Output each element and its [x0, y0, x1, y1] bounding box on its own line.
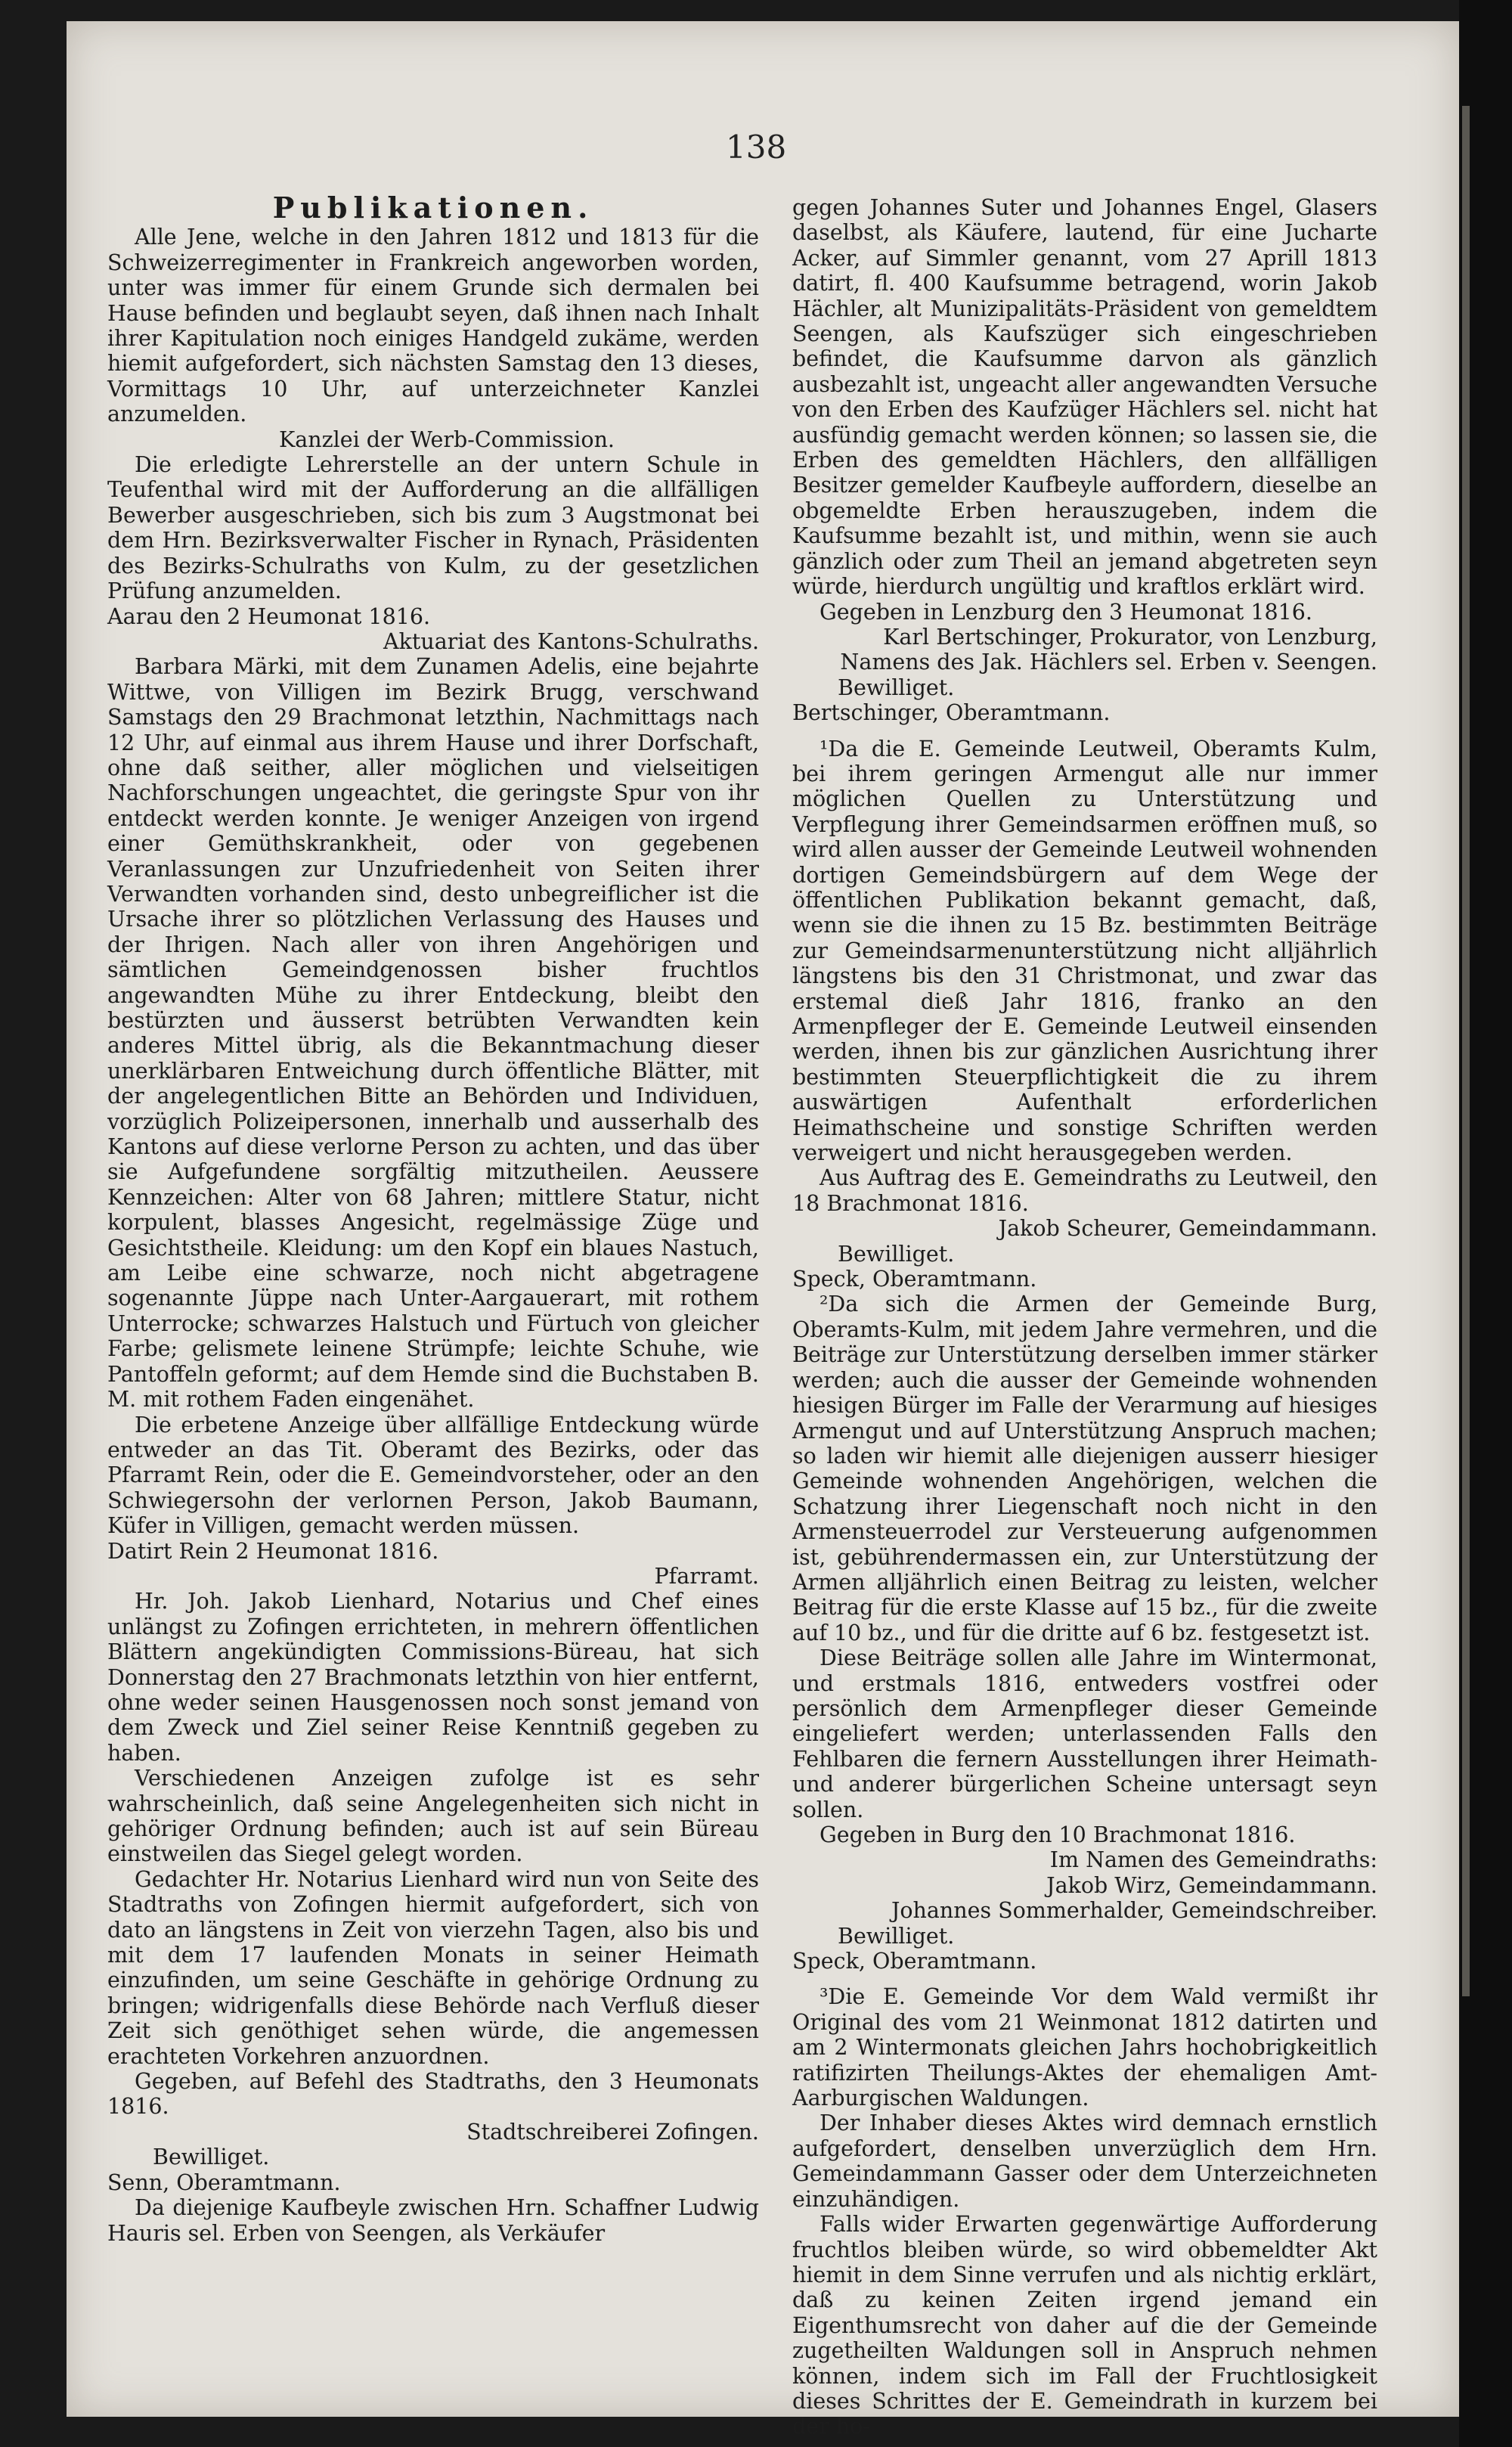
notice-lienhard-text: Hr. Joh. Jakob Lienhard, Notarius und Chef eines unlängst zu Zofingen errichteten, in mehrern öffentlichen Blättern angekündigten Commissions-Büreau, hat sich Donnerstag den 27 Brachmonats letzthin von hier entfernt, ohne weder seinen Hausgenossen noch sonst jemand von dem Zweck und Ziel seiner Reise Kenntniß gegeben zu haben.	[107, 1589, 759, 1766]
approval-label: Bewilliget.	[838, 675, 955, 700]
notice-kaufbeyle-signature-1: Karl Bertschinger, Prokurator, von Lenzburg,	[883, 624, 1377, 650]
notice-teacher-signature: Aktuariat des Kantons-Schulraths.	[383, 628, 759, 654]
notice-missing-date: Datirt Rein 2 Heumonat 1816.	[107, 1538, 439, 1564]
notice-lienhard-text-3: Gedachter Hr. Notarius Lienhard wird nun von Seite des Stadtraths von Zofingen hiermit aufgefordert, sich von dato an längstens in Zeit von vierzehn Tagen, also bis und mit dem 17 laufenden Monats in seiner Heimath einzufinden, um seine Geschäfte in gehörige Ordnung zu bringen; widrigenfalls diese Behörde nach Verfluß dieser Zeit sich genöthiget sehen würde, die angemessen erachteten Vorkehren anzuordnen.	[107, 1866, 759, 2069]
right-column	[792, 195, 1377, 2439]
notice-burg-signature-2: Jakob Wirz, Gemeindammann.	[1046, 1872, 1377, 1898]
notice-vordemwald-text: ³Die E. Gemeinde Vor dem Wald vermißt ihr Original des vom 21 Weinmonat 1812 datirten und am 2 Wintermonats gleichen Jahrs hochobrigkeitlich ratifizirten Theilungs-Aktes der ehemaligen Amt-Aarburgischen Waldungen.	[792, 1984, 1377, 2111]
notice-leutweil-text: ¹Da die E. Gemeinde Leutweil, Oberamts Kulm, bei ihrem geringen Armengut alle nur immer möglichen Quellen zu Unterstützung und Verpflegung ihrer Gemeindsarmen eröffnen muß, so wird allen ausser der Gemeinde Leutweil wohnenden dortigen Gemeindsbürgern auf dem Wege der öffentlichen Publikation bekannt gemacht, daß, wenn sie die ihnen zu 15 Bz. bestimmten Beiträge zur Gemeindsarmenunterstützung nicht alljährlich längstens bis den 31 Christmonat, und zwar das erstemal dieß Jahr 1816, franko an den Armenpfleger der E. Gemeinde Leutweil einsenden werden, ihnen bis zur gänzlichen Ausrichtung ihrer bestimmten Steuerpflichtigkeit die zu ihrem auswärtigen Aufenthalt erforderlichen Heimathscheine und sonstige Schriften werden verweigert und nicht herausgegeben werden.	[792, 736, 1377, 1166]
notice-vordemwald-text-3: Falls wider Erwarten gegenwärtige Aufforderung fruchtlos bleiben würde, so wird obbemeldter Akt hiemit in dem Sinne verrufen und als nichtig erklärt, daß zu keinen Zeiten irgend jemand ein Eigenthumsrecht von daher auf die der Gemeinde zugetheilten Waldungen soll in Anspruch nehmen können, indem sich im Fall der Fruchtlosigkeit dieses Schrittes der E. Gemeindrath in kurzem bei der ho-	[792, 2212, 1377, 2439]
notice-teacher-text: Die erledigte Lehrerstelle an der untern Schule in Teufenthal wird mit der Aufforderung an die allfälligen Bewerber ausgeschrieben, sich bis zum 3 Augstmonat bei dem Hrn. Bezirksverwalter Fischer in Rynach, Präsidenten des Bezirks-Schulraths von Kulm, zu der gesetzlichen Prüfung anzumelden.	[107, 452, 759, 604]
oberamtmann-signature: Speck, Oberamtmann.	[792, 1949, 1037, 1974]
notice-missing-text: Barbara Märki, mit dem Zunamen Adelis, eine bejahrte Wittwe, von Villigen im Bezirk Brugg, verschwand Samstags den 29 Brachmonat letzthin, Nachmittags nach 12 Uhr, auf einmal aus ihrem Hause und ihrer Dorfschaft, ohne daß seither, aller möglichen und vielseitigen Nachforschungen ungeachtet, die geringste Spur von ihr entdeckt werden konnte. Je weniger Anzeigen von irgend einer Gemüthskrankheit, oder von gegebenen Veranlassungen zur Unzufriedenheit von Seiten ihrer Verwandten vorhanden sind, desto unbegreiflicher ist die Ursache ihrer so plötzlichen Verlassung des Hauses und der Ihrigen. Nach aller von ihren Angehörigen und sämtlichen Gemeindgenossen bisher fruchtlos angewandten Mühe zu ihrer Entdeckung, bleibt den bestürzten und äusserst betrübten Verwandten kein anderes Mittel übrig, als die Bekanntmachung dieser unerklärbaren Entweichung durch öffentliche Blätter, mit der angelegentlichen Bitte an Behörden und Individuen, vorzüglich Polizeipersonen, innerhalb und ausserhalb des Kantons auf diese verlorne Person zu achten, und das über sie Aufgefundene sorgfältig mitzutheilen. Aeussere Kennzeichen: Alter von 68 Jahren; mittlere Statur, nicht korpulent, blasses Angesicht, regelmässige Züge und Gesichtstheile. Kleidung: um den Kopf ein blaues Nastuch, am Leibe eine schwarze, noch nicht abgetragene sogenannte Jüppe nach Unter-Aargauerart, mit rothem Unterrocke; schwarzes Halstuch und Fürtuch von gleicher Farbe; gelismete leinene Strümpfe; leichte Schuhe, wie Pantoffeln geformt; auf dem Hemde sind die Buchstaben B. M. mit rothem Faden eingenähet.	[107, 654, 759, 1413]
notice-lienhard-text-2: Verschiedenen Anzeigen zufolge ist es sehr wahrscheinlich, daß seine Angelegenheiten sich nicht in gehöriger Ordnung befinden; auch ist auf sein Büreau einstweilen das Siegel gelegt worden.	[107, 1766, 759, 1867]
notice-missing-signature: Pfarramt.	[654, 1563, 759, 1589]
notice-burg-text: ²Da sich die Armen der Gemeinde Burg, Oberamts-Kulm, mit jedem Jahre vermehren, und die Beiträge zur Unterstützung derselben immer stärker werden; auch die ausser der Gemeinde wohnenden hiesigen Bürger im Falle der Verarmung auf hiesiges Armengut und auf Unterstützung Anspruch machen; so laden wir hiemit alle diejenigen ausserr hiesiger Gemeinde wohnenden Angehörigen, welchen die Schatzung ihrer Liegenschaft noch nicht in den Armensteuerrodel zur Versteuerung aufgenommen ist, gebührendermassen ein, zur Unterstützung der Armen alljährlich einen Beitrag zu leisten, welcher Beitrag für die erste Klasse auf 15 bz., für die zweite auf 10 bz., und für die dritte auf 6 bz. festgesetzt ist.	[792, 1292, 1377, 1645]
notice-leutweil-date: Aus Auftrag des E. Gemeindraths zu Leutweil, den 18 Brachmonat 1816.	[792, 1165, 1377, 1216]
section-heading: Publikationen.	[272, 191, 594, 225]
notice-vordemwald-text-2: Der Inhaber dieses Aktes wird demnach ernstlich aufgefordert, denselben unverzüglich dem Hrn. Gemeindammann Gasser oder dem Unterzeichneten einzuhändigen.	[792, 2110, 1377, 2212]
notice-lienhard-date: Gegeben, auf Befehl des Stadtraths, den 3 Heumonats 1816.	[107, 2069, 759, 2120]
notice-lienhard-signature: Stadtschreiberei Zofingen.	[466, 2119, 759, 2145]
approval-label: Bewilliget.	[153, 2145, 270, 2170]
notice-werb-signature: Kanzlei der Werb-Commission.	[278, 426, 615, 452]
approval-label: Bewilliget.	[838, 1923, 955, 1949]
approval-label: Bewilliget.	[838, 1241, 955, 1267]
notice-kaufbeyle-signature-2: Namens des Jak. Hächlers sel. Erben v. Seengen.	[840, 650, 1377, 675]
notice-burg-text-2: Diese Beiträge sollen alle Jahre im Wintermonat, und erstmals 1816, entweders vostfrei oder persönlich dem Armenpfleger dieser Gemeinde eingeliefert werden; unterlassenden Falls den Fehlbaren die fernern Ausstellungen ihrer Heimath- und anderer bürgerlichen Scheine untersagt seyn sollen.	[792, 1645, 1377, 1822]
oberamtmann-signature: Senn, Oberamtmann.	[107, 2169, 341, 2195]
oberamtmann-signature: Bertschinger, Oberamtmann.	[792, 700, 1111, 726]
notice-leutweil-signature: Jakob Scheurer, Gemeindammann.	[998, 1216, 1377, 1242]
notice-burg-signature-3: Johannes Sommerhalder, Gemeindschreiber.	[891, 1898, 1377, 1924]
next-page-edge	[1462, 106, 1470, 1996]
notice-kaufbeyle-text: Da diejenige Kaufbeyle zwischen Hrn. Schaffner Ludwig Hauris sel. Erben von Seengen, als Verkäufer	[107, 2195, 759, 2246]
notice-werb-text: Alle Jene, welche in den Jahren 1812 und 1813 für die Schweizerregimenter in Frankreich angeworben worden, unter was immer für einem Grunde sich dermalen bei Hause befinden und beglaubt seyen, daß ihnen nach Inhalt ihrer Kapitulation noch einiges Handgeld zukäme, werden hiemit aufgefordert, sich nächsten Samstag den 13 dieses, Vormittags 10 Uhr, auf unterzeichneter Kanzlei anzumelden.	[107, 225, 759, 427]
page-number: 138	[726, 129, 787, 166]
notice-teacher-date: Aarau den 2 Heumonat 1816.	[107, 603, 431, 629]
notice-kaufbeyle-continued: gegen Johannes Suter und Johannes Engel, Glasers daselbst, als Käufere, lautend, für eine Jucharte Acker, auf Simmler genannt, vom 27 Aprill 1813 datirt, fl. 400 Kaufsumme betragend, worin Jakob Hächler, alt Munizipalitäts-Präsident von gemeldtem Seengen, als Kaufszüger sich eingeschrieben befindet, die Kaufsumme darvon als gänzlich ausbezahlt ist, ungeacht aller angewandten Versuche von den Erben des Kaufzüger Hächlers sel. nicht hat ausfündig gemacht werden können; so lassen sie, die Erben des gemeldten Hächlers, den allfälligen Besitzer gemelder Kaufbeyle auffordern, dieselbe an obgemeldte Erben herauszugeben, indem die Kaufsumme bezahlt ist, und mithin, wenn sie auch gänzlich oder zum Theil an jemand abgetreten seyn würde, hierdurch ungültig und kraftlos erklärt wird.	[792, 195, 1377, 600]
notice-missing-contact: Die erbetene Anzeige über allfällige Entdeckung würde entweder an das Tit. Oberamt des Bezirks, oder das Pfarramt Rein, oder die E. Gemeindvorsteher, oder an den Schwiegersohn der verlornen Person, Jakob Baumann, Küfer in Villigen, gemacht werden müssen.	[107, 1412, 759, 1539]
notice-burg-signature-1: Im Namen des Gemeindraths:	[1049, 1847, 1377, 1873]
notice-burg-date: Gegeben in Burg den 10 Brachmonat 1816.	[820, 1822, 1296, 1847]
notice-kaufbeyle-date: Gegeben in Lenzburg den 3 Heumonat 1816.	[820, 599, 1312, 625]
left-column	[107, 191, 759, 2246]
oberamtmann-signature: Speck, Oberamtmann.	[792, 1267, 1037, 1292]
